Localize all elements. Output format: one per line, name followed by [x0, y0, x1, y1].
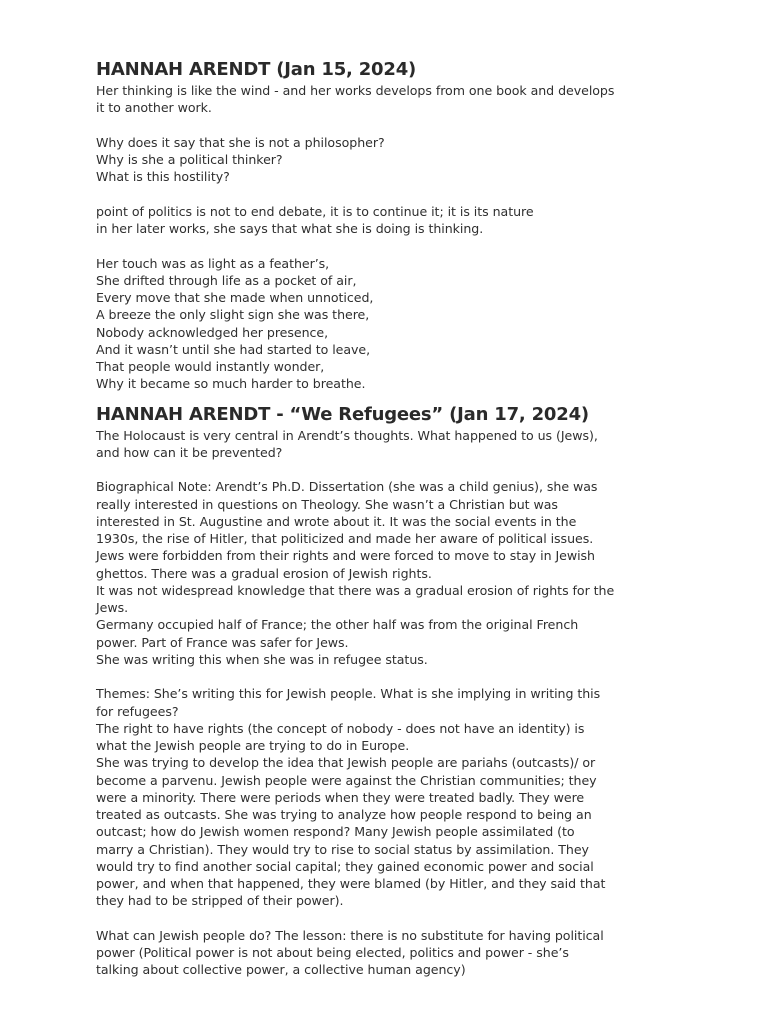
- text-line: were a minority. There were periods when they were treated badly. They were: [96, 789, 585, 805]
- paragraph: [96, 255, 696, 393]
- text-line: power. Part of France was safer for Jews.: [96, 634, 349, 650]
- section-we-refugees: [96, 403, 696, 979]
- section-body-jan-15: [96, 82, 696, 393]
- text-line: treated as outcasts. She was trying to analyze how people respond to being an: [96, 807, 592, 822]
- paragraph: [96, 478, 696, 668]
- paragraph: [96, 927, 696, 979]
- text-line: Germany occupied half of France; the other half was from the original French: [96, 617, 579, 633]
- text-line: point of politics is not to end debate, it is to continue it; it is its nature: [96, 203, 534, 219]
- text-line: Why it became so much harder to breathe.: [96, 376, 366, 392]
- text-line: for refugees?: [96, 703, 179, 719]
- text-line: really interested in questions on Theology. She wasn’t a Christian but was: [96, 496, 558, 512]
- text-line: what the Jewish people are trying to do in Europe.: [96, 738, 410, 753]
- text-line: The right to have rights (the concept of nobody - does not have an identity) is: [96, 720, 585, 736]
- document-page: [96, 58, 696, 979]
- text-line: She drifted through life as a pocket of air,: [96, 272, 357, 288]
- text-line: The Holocaust is very central in Arendt’s thoughts. What happened to us (Jews),: [96, 427, 598, 443]
- section-jan-15: [96, 58, 696, 393]
- text-line: power, and when that happened, they were blamed (by Hitler, and they said that: [96, 876, 606, 891]
- section-body-we-refugees: [96, 427, 696, 979]
- text-line: interested in St. Augustine and wrote about it. It was the social events in the: [96, 513, 577, 529]
- text-line: It was not widespread knowledge that there was a gradual erosion of rights for the: [96, 582, 615, 598]
- text-line: She was trying to develop the idea that Jewish people are pariahs (outcasts)/ or: [96, 755, 596, 771]
- text-line: would try to find another social capital; they gained economic power and social: [96, 858, 594, 874]
- text-line: Nobody acknowledged her presence,: [96, 324, 329, 340]
- text-line: power (Political power is not about being elected, politics and power - she’s: [96, 945, 569, 960]
- text-line: outcast; how do Jewish women respond? Many Jewish people assimilated (to: [96, 824, 575, 840]
- text-line: they had to be stripped of their power).: [96, 893, 344, 909]
- text-line: Every move that she made when unnoticed,: [96, 290, 374, 305]
- text-line: She was writing this when she was in refugee status.: [96, 651, 428, 667]
- text-line: Her thinking is like the wind - and her works develops from one book and develops: [96, 83, 615, 98]
- text-line: talking about collective power, a collective human agency): [96, 962, 466, 978]
- text-line: Jews were forbidden from their rights and were forced to move to stay in Jewish: [96, 548, 595, 564]
- text-line: A breeze the only slight sign she was there,: [96, 307, 370, 323]
- text-line: What can Jewish people do? The lesson: there is no substitute for having political: [96, 927, 604, 943]
- section-title-jan-15: HANNAH ARENDT (Jan 15, 2024): [96, 59, 417, 80]
- text-line: Jews.: [96, 600, 129, 615]
- text-line: marry a Christian). They would try to rise to social status by assimilation. They: [96, 841, 589, 857]
- text-line: Biographical Note: Arendt’s Ph.D. Dissertation (she was a child genius), she was: [96, 479, 598, 495]
- text-line: and how can it be prevented?: [96, 444, 283, 460]
- text-line: That people would instantly wonder,: [96, 359, 325, 374]
- paragraph: [96, 134, 696, 186]
- paragraph: [96, 685, 696, 909]
- text-line: And it wasn’t until she had started to leave,: [96, 341, 371, 357]
- text-line: 1930s, the rise of Hitler, that politicized and made her aware of political issues.: [96, 531, 594, 546]
- text-line: Why is she a political thinker?: [96, 152, 283, 167]
- text-line: Themes: She’s writing this for Jewish people. What is she implying in writing this: [96, 686, 601, 702]
- text-line: Why does it say that she is not a philosopher?: [96, 134, 385, 150]
- text-line: in her later works, she says that what she is doing is thinking.: [96, 221, 484, 236]
- section-title-we-refugees: HANNAH ARENDT - “We Refugees” (Jan 17, 2024): [96, 403, 589, 425]
- paragraph: [96, 203, 696, 238]
- paragraph: [96, 427, 696, 462]
- text-line: ghettos. There was a gradual erosion of Jewish rights.: [96, 565, 432, 581]
- text-line: it to another work.: [96, 100, 212, 116]
- text-line: become a parvenu. Jewish people were against the Christian communities; they: [96, 772, 597, 788]
- paragraph: [96, 82, 696, 117]
- text-line: Her touch was as light as a feather’s,: [96, 255, 330, 271]
- text-line: What is this hostility?: [96, 169, 230, 185]
